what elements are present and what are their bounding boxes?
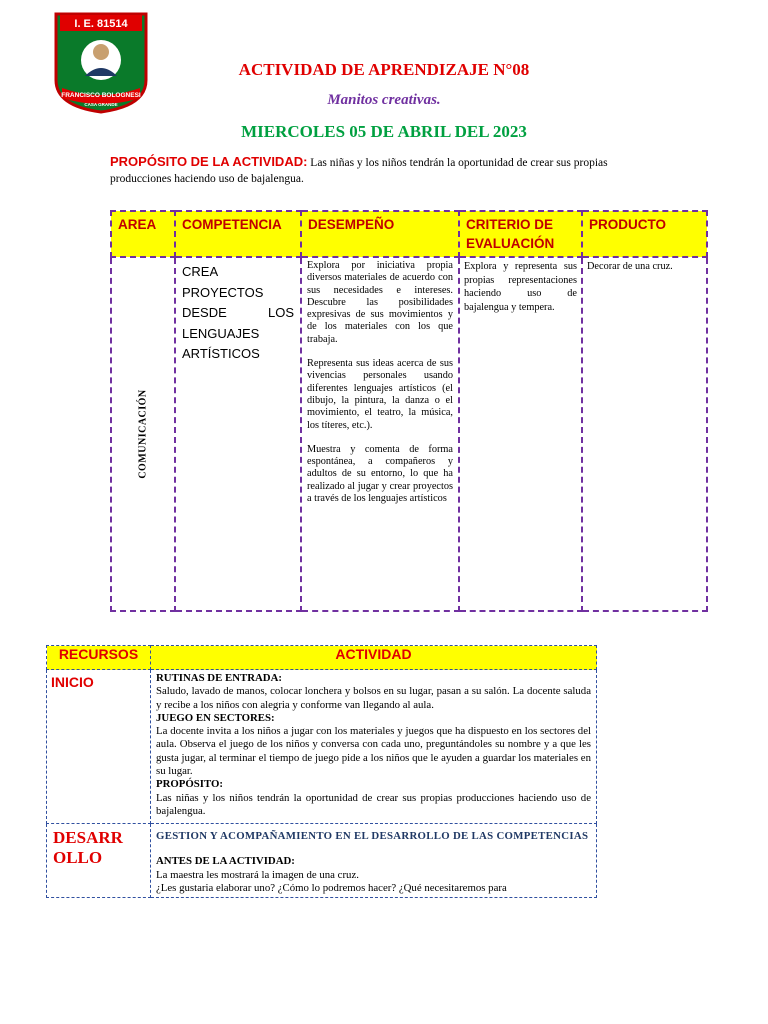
header-competencia: COMPETENCIA (175, 211, 301, 257)
block-heading: ANTES DE LA ACTIVIDAD: (156, 855, 295, 868)
producto-cell: Decorar de una cruz. (582, 257, 707, 611)
header-recursos: RECURSOS (47, 646, 151, 670)
desempeno-paragraph: Explora por iniciativa propia diversos materiales de acuerdo con sus necesidades e intereses. Descubre las posibilidades expresivas de sus movimientos y de los materiales con los que trabaja. (307, 260, 453, 345)
competencia-line: ARTÍSTICOS (182, 346, 260, 361)
competencia-line: PROYECTOS (182, 284, 264, 300)
desempeno-paragraph: Muestra y comenta de forma espontánea, a compañeros y adultos de su entorno, lo que ha realizado al jugar y crear proyectos a través de los lenguajes artísticos (307, 443, 453, 505)
header-desempeno: DESEMPEÑO (301, 211, 459, 257)
block-heading: JUEGO EN SECTORES: (156, 711, 275, 724)
activity-header-row (47, 646, 597, 670)
section-title: GESTION Y ACOMPAÑAMIENTO EN EL DESARROLLO DE LAS COMPETENCIAS (156, 830, 589, 842)
logo-sub-text: CASA GRANDE (84, 102, 118, 107)
block-heading: PROPÓSITO: (156, 778, 223, 791)
desarrollo-activity (151, 824, 597, 898)
activity-title: ACTIVIDAD DE APRENDIZAJE N°08 (238, 60, 530, 79)
block-line: ¿Les gustaria elaborar uno? ¿Cómo lo podremos hacer? ¿Qué necesitaremos para (156, 881, 507, 894)
block-line: La maestra les mostrará la imagen de una cruz. (156, 868, 359, 881)
competencia-line: CREA (182, 264, 219, 279)
block-text: La docente invita a los niños a jugar con los materiales y juegos que ha dispuesto en los sectores del aula. Observa el juego de los niños y conversa con cada uno, preguntándoles su nombre y a que les gusta jugar, al terminar el tiempo de juego pide a los niños que le ayuden a guardar los materiales en su lugar. (156, 725, 591, 778)
block-text: Saludo, lavado de manos, colocar lonchera y bolsos en su lugar, pasan a su salón. La docente saluda y recibe a los niños con alegria y conforme van llegando al aula. (156, 685, 591, 711)
competencia-line: DESDE LOS (182, 305, 294, 320)
header-actividad: ACTIVIDAD (151, 646, 597, 670)
activity-date: MIERCOLES 05 DE ABRIL DEL 2023 (241, 122, 527, 141)
purpose-text: Las niñas y los niños tendrán la oportunidad de crear sus propias producciones haciendo uso de bajalengua. (110, 157, 608, 185)
competencia-line: LENGUAJES (182, 325, 260, 341)
header-criterio: CRITERIO DE EVALUACIÓN (459, 211, 582, 257)
competency-row (111, 257, 707, 611)
block-text: Las niñas y los niños tendrán la oportunidad de crear sus propias producciones haciendo uso de bajalengua. (156, 791, 591, 817)
activity-subtitle: Manitos creativas. (327, 92, 441, 108)
header-area: AREA (111, 211, 175, 257)
area-label: COMUNICACIÓN (137, 389, 149, 479)
inicio-row (47, 670, 597, 824)
recurso-inicio: INICIO (47, 670, 151, 824)
competency-header-row (111, 211, 707, 257)
competency-table (110, 210, 708, 612)
activity-table (46, 645, 597, 898)
purpose-label: PROPÓSITO DE LA ACTIVIDAD: (110, 154, 308, 169)
desempeno-cell (301, 257, 459, 611)
inicio-activity (151, 670, 597, 824)
recurso-desarrollo: DESARR OLLO (47, 824, 151, 898)
area-cell (111, 257, 175, 611)
block-heading: RUTINAS DE ENTRADA: (156, 672, 282, 684)
desempeno-paragraph: Representa sus ideas acerca de sus vivencias personales usando diferentes lenguajes artísticos (el dibujo, la pintura, la danza o el movimiento, el teatro, la música, los títeres, etc.). (307, 358, 453, 431)
competencia-cell (175, 257, 301, 611)
header-producto: PRODUCTO (582, 211, 707, 257)
logo-top-text: I. E. 81514 (74, 18, 128, 30)
criterio-cell: Explora y representa sus propias representaciones haciendo uso de bajalengua y tempera. (459, 257, 582, 611)
desarrollo-row (47, 824, 597, 898)
logo-bottom-text: FRANCISCO BOLOGNESI (61, 92, 141, 99)
purpose-paragraph (110, 154, 670, 187)
